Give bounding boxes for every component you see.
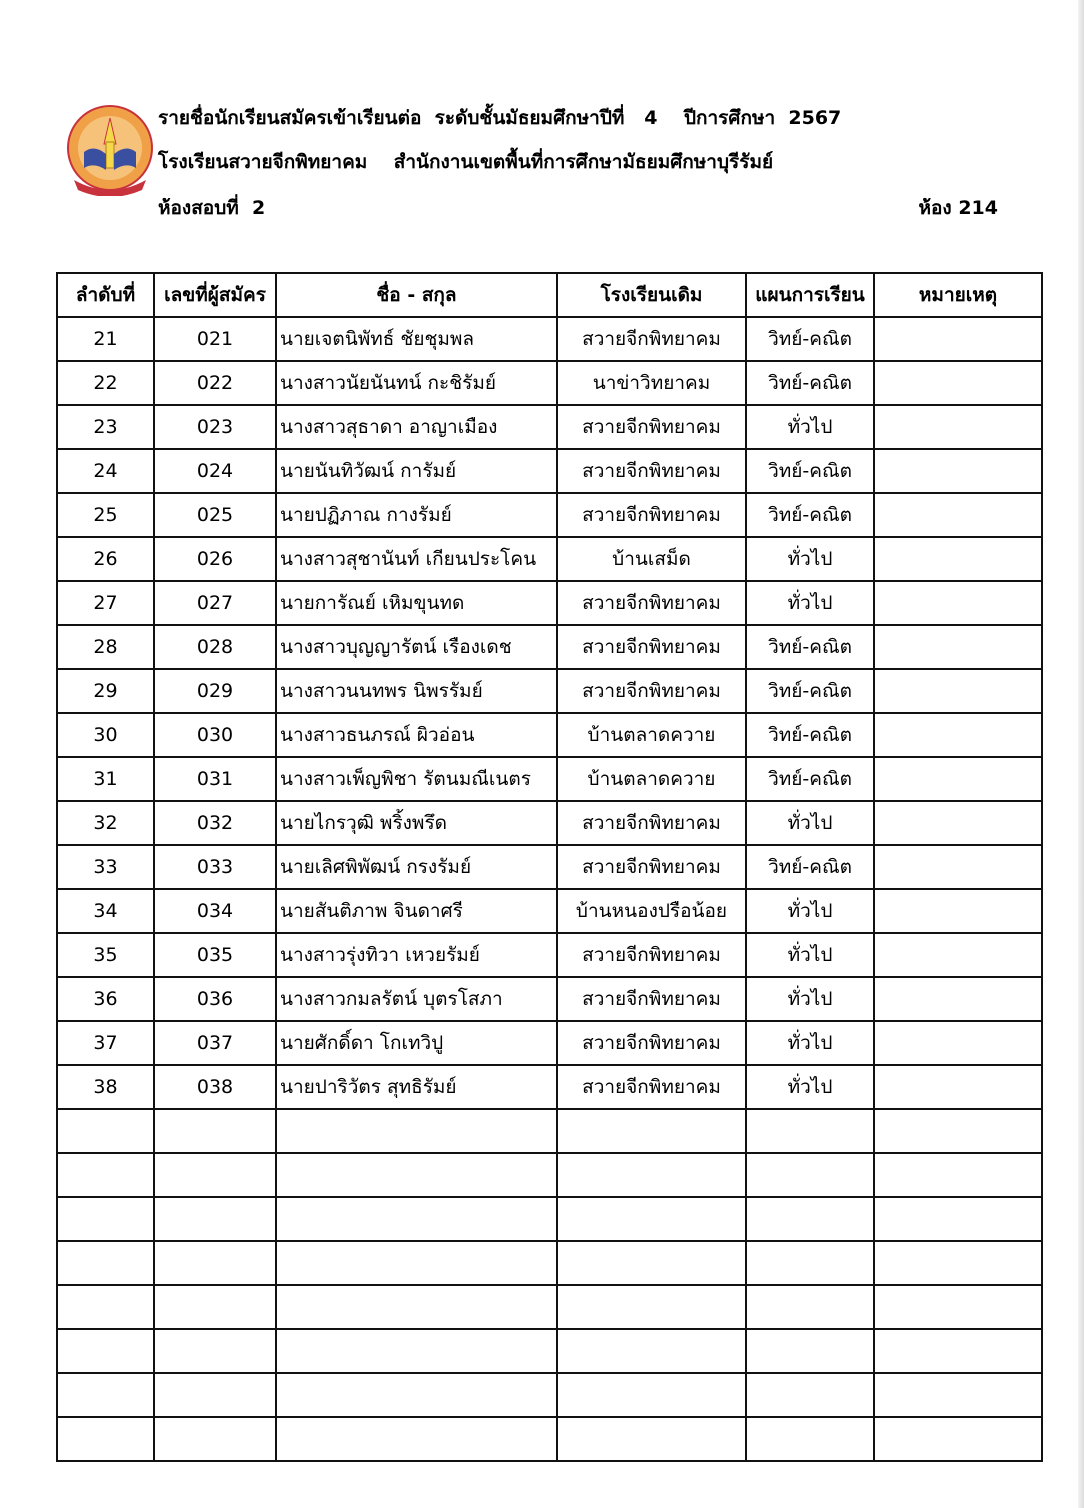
cell-order: 26	[57, 537, 154, 581]
cell-applicant-no: 036	[154, 977, 276, 1021]
cell-former-school: นาข่าวิทยาคม	[557, 361, 746, 405]
cell-name: นางสาวสุชานันท์ เกียนประโคน	[276, 537, 557, 581]
cell-name: นายเจตนิพัทธ์ ชัยชุมพล	[276, 317, 557, 361]
cell-order: 22	[57, 361, 154, 405]
cell-former-school: สวายจีกพิทยาคม	[557, 1021, 746, 1065]
cell-order: 38	[57, 1065, 154, 1109]
cell-former-school: สวายจีกพิทยาคม	[557, 493, 746, 537]
cell-applicant-no: 023	[154, 405, 276, 449]
table-row	[57, 933, 1042, 977]
cell-order	[57, 1197, 154, 1241]
cell-former-school: บ้านตลาดควาย	[557, 757, 746, 801]
table-row	[57, 1285, 1042, 1329]
cell-remarks	[874, 493, 1042, 537]
col-header-remarks: หมายเหตุ	[874, 273, 1042, 317]
table-row	[57, 713, 1042, 757]
cell-remarks	[874, 757, 1042, 801]
table-row	[57, 405, 1042, 449]
cell-former-school: สวายจีกพิทยาคม	[557, 933, 746, 977]
cell-name: นายการัณย์ เหิมขุนทด	[276, 581, 557, 625]
cell-former-school	[557, 1241, 746, 1285]
cell-former-school: บ้านตลาดควาย	[557, 713, 746, 757]
cell-applicant-no	[154, 1109, 276, 1153]
cell-applicant-no: 032	[154, 801, 276, 845]
cell-remarks	[874, 1021, 1042, 1065]
table-row	[57, 625, 1042, 669]
cell-order: 36	[57, 977, 154, 1021]
cell-study-plan	[746, 1373, 874, 1417]
cell-name: นายสันติภาพ จินดาศรี	[276, 889, 557, 933]
cell-name: นายเลิศพิพัฒน์ กรงรัมย์	[276, 845, 557, 889]
page-edge	[1078, 0, 1084, 1508]
cell-applicant-no: 027	[154, 581, 276, 625]
cell-former-school: สวายจีกพิทยาคม	[557, 581, 746, 625]
cell-former-school: สวายจีกพิทยาคม	[557, 801, 746, 845]
table-row	[57, 317, 1042, 361]
cell-study-plan: ทั่วไป	[746, 977, 874, 1021]
cell-study-plan: วิทย์-คณิต	[746, 845, 874, 889]
cell-name	[276, 1285, 557, 1329]
cell-remarks	[874, 537, 1042, 581]
cell-order: 31	[57, 757, 154, 801]
cell-remarks	[874, 449, 1042, 493]
cell-order	[57, 1241, 154, 1285]
cell-study-plan: ทั่วไป	[746, 889, 874, 933]
cell-name: นางสาวนัยนันทน์ กะชิรัมย์	[276, 361, 557, 405]
cell-study-plan: ทั่วไป	[746, 1065, 874, 1109]
table-row	[57, 889, 1042, 933]
cell-name: นายศักดิ์ดา โกเทวิปู	[276, 1021, 557, 1065]
cell-name	[276, 1109, 557, 1153]
cell-applicant-no: 024	[154, 449, 276, 493]
cell-former-school: สวายจีกพิทยาคม	[557, 449, 746, 493]
cell-former-school: บ้านหนองปรือน้อย	[557, 889, 746, 933]
col-header-study-plan: แผนการเรียน	[746, 273, 874, 317]
table-row	[57, 669, 1042, 713]
cell-name	[276, 1153, 557, 1197]
table-row	[57, 1417, 1042, 1461]
table-row	[57, 1021, 1042, 1065]
cell-former-school: สวายจีกพิทยาคม	[557, 625, 746, 669]
cell-name: นางสาวบุญญารัตน์ เรืองเดช	[276, 625, 557, 669]
cell-applicant-no: 034	[154, 889, 276, 933]
table-row	[57, 1373, 1042, 1417]
title-line-2: โรงเรียนสวายจีกพิทยาคม สำนักงานเขตพื้นที่การศึกษามัธยมศึกษาบุรีรัมย์	[158, 151, 774, 173]
cell-remarks	[874, 845, 1042, 889]
cell-name: นางสาวธนภรณ์ ผิวอ่อน	[276, 713, 557, 757]
cell-former-school	[557, 1373, 746, 1417]
cell-order	[57, 1153, 154, 1197]
cell-study-plan: วิทย์-คณิต	[746, 669, 874, 713]
table-row	[57, 977, 1042, 1021]
cell-applicant-no: 021	[154, 317, 276, 361]
table-row	[57, 361, 1042, 405]
col-header-name: ชื่อ - สกุล	[276, 273, 557, 317]
cell-remarks	[874, 669, 1042, 713]
cell-applicant-no: 033	[154, 845, 276, 889]
cell-name: นางสาวนนทพร นิพรรัมย์	[276, 669, 557, 713]
table-row	[57, 801, 1042, 845]
cell-remarks	[874, 1417, 1042, 1461]
cell-study-plan	[746, 1153, 874, 1197]
cell-applicant-no: 030	[154, 713, 276, 757]
cell-remarks	[874, 1109, 1042, 1153]
cell-remarks	[874, 361, 1042, 405]
col-header-former-school: โรงเรียนเดิม	[557, 273, 746, 317]
table-row	[57, 1329, 1042, 1373]
cell-study-plan: ทั่วไป	[746, 933, 874, 977]
cell-order	[57, 1373, 154, 1417]
cell-order: 24	[57, 449, 154, 493]
applicant-table	[56, 272, 1043, 1462]
cell-former-school: สวายจีกพิทยาคม	[557, 1065, 746, 1109]
cell-name	[276, 1329, 557, 1373]
cell-name: นายไกรวุฒิ พริ้งพรึด	[276, 801, 557, 845]
cell-remarks	[874, 1065, 1042, 1109]
cell-former-school	[557, 1109, 746, 1153]
cell-study-plan: วิทย์-คณิต	[746, 361, 874, 405]
cell-applicant-no: 029	[154, 669, 276, 713]
cell-order	[57, 1329, 154, 1373]
cell-former-school	[557, 1153, 746, 1197]
cell-study-plan: ทั่วไป	[746, 405, 874, 449]
table-row	[57, 537, 1042, 581]
cell-study-plan	[746, 1197, 874, 1241]
cell-remarks	[874, 889, 1042, 933]
cell-applicant-no	[154, 1241, 276, 1285]
table-row	[57, 449, 1042, 493]
cell-remarks	[874, 1329, 1042, 1373]
cell-former-school: บ้านเสม็ด	[557, 537, 746, 581]
table-row	[57, 1197, 1042, 1241]
cell-study-plan: วิทย์-คณิต	[746, 493, 874, 537]
cell-remarks	[874, 1285, 1042, 1329]
cell-former-school	[557, 1329, 746, 1373]
cell-study-plan: ทั่วไป	[746, 801, 874, 845]
cell-remarks	[874, 1153, 1042, 1197]
cell-former-school	[557, 1197, 746, 1241]
cell-order: 29	[57, 669, 154, 713]
exam-room-label: ห้องสอบที่ 2	[158, 197, 266, 219]
cell-study-plan: วิทย์-คณิต	[746, 757, 874, 801]
cell-order: 28	[57, 625, 154, 669]
cell-former-school	[557, 1285, 746, 1329]
cell-applicant-no: 038	[154, 1065, 276, 1109]
cell-order: 21	[57, 317, 154, 361]
cell-name: นายปฏิภาณ กางรัมย์	[276, 493, 557, 537]
cell-order	[57, 1285, 154, 1329]
cell-study-plan: วิทย์-คณิต	[746, 449, 874, 493]
cell-former-school: สวายจีกพิทยาคม	[557, 405, 746, 449]
school-emblem-icon	[66, 104, 154, 196]
cell-order: 23	[57, 405, 154, 449]
cell-applicant-no: 028	[154, 625, 276, 669]
cell-study-plan: วิทย์-คณิต	[746, 625, 874, 669]
cell-order: 33	[57, 845, 154, 889]
table-row	[57, 1153, 1042, 1197]
table-row	[57, 493, 1042, 537]
table-header-row	[57, 273, 1042, 317]
cell-study-plan: ทั่วไป	[746, 537, 874, 581]
table-row	[57, 1109, 1042, 1153]
col-header-applicant-no: เลขที่ผู้สมัคร	[154, 273, 276, 317]
cell-order: 35	[57, 933, 154, 977]
cell-name	[276, 1241, 557, 1285]
cell-study-plan	[746, 1285, 874, 1329]
cell-remarks	[874, 1241, 1042, 1285]
cell-former-school: สวายจีกพิทยาคม	[557, 977, 746, 1021]
cell-remarks	[874, 581, 1042, 625]
cell-former-school: สวายจีกพิทยาคม	[557, 669, 746, 713]
cell-remarks	[874, 625, 1042, 669]
table-row	[57, 757, 1042, 801]
table-row	[57, 1065, 1042, 1109]
cell-name: นางสาวเพ็ญพิชา รัตนมณีเนตร	[276, 757, 557, 801]
cell-applicant-no	[154, 1197, 276, 1241]
cell-remarks	[874, 1197, 1042, 1241]
cell-order: 27	[57, 581, 154, 625]
cell-order: 25	[57, 493, 154, 537]
cell-study-plan: ทั่วไป	[746, 1021, 874, 1065]
cell-order: 32	[57, 801, 154, 845]
cell-applicant-no: 022	[154, 361, 276, 405]
cell-applicant-no: 035	[154, 933, 276, 977]
cell-applicant-no: 025	[154, 493, 276, 537]
cell-name	[276, 1373, 557, 1417]
table-row	[57, 1241, 1042, 1285]
col-header-order: ลำดับที่	[57, 273, 154, 317]
cell-name: นางสาวรุ่งทิวา เหวยรัมย์	[276, 933, 557, 977]
cell-applicant-no	[154, 1329, 276, 1373]
cell-remarks	[874, 801, 1042, 845]
table-row	[57, 581, 1042, 625]
cell-applicant-no	[154, 1417, 276, 1461]
cell-applicant-no: 037	[154, 1021, 276, 1065]
cell-study-plan: ทั่วไป	[746, 581, 874, 625]
cell-former-school	[557, 1417, 746, 1461]
cell-order: 34	[57, 889, 154, 933]
cell-order: 37	[57, 1021, 154, 1065]
cell-name: นางสาวสุธาดา อาญาเมือง	[276, 405, 557, 449]
cell-applicant-no	[154, 1373, 276, 1417]
cell-order	[57, 1417, 154, 1461]
room-label: ห้อง 214	[918, 197, 998, 219]
cell-remarks	[874, 405, 1042, 449]
cell-name: นายปาริวัตร สุทธิรัมย์	[276, 1065, 557, 1109]
cell-study-plan	[746, 1417, 874, 1461]
cell-name: นายนันทิวัฒน์ การัมย์	[276, 449, 557, 493]
cell-name: นางสาวกมลรัตน์ บุตรโสภา	[276, 977, 557, 1021]
cell-study-plan: วิทย์-คณิต	[746, 317, 874, 361]
cell-order	[57, 1109, 154, 1153]
title-line-1: รายชื่อนักเรียนสมัครเข้าเรียนต่อ ระดับชั้นมัธยมศึกษาปีที่ 4 ปีการศึกษา 2567	[158, 107, 842, 129]
cell-name	[276, 1417, 557, 1461]
cell-name	[276, 1197, 557, 1241]
cell-applicant-no: 026	[154, 537, 276, 581]
cell-study-plan: วิทย์-คณิต	[746, 713, 874, 757]
table-row	[57, 845, 1042, 889]
cell-order: 30	[57, 713, 154, 757]
cell-remarks	[874, 713, 1042, 757]
cell-former-school: สวายจีกพิทยาคม	[557, 317, 746, 361]
cell-remarks	[874, 1373, 1042, 1417]
cell-remarks	[874, 977, 1042, 1021]
cell-study-plan	[746, 1329, 874, 1373]
cell-former-school: สวายจีกพิทยาคม	[557, 845, 746, 889]
cell-applicant-no	[154, 1285, 276, 1329]
cell-remarks	[874, 317, 1042, 361]
cell-study-plan	[746, 1109, 874, 1153]
cell-study-plan	[746, 1241, 874, 1285]
cell-applicant-no	[154, 1153, 276, 1197]
cell-applicant-no: 031	[154, 757, 276, 801]
cell-remarks	[874, 933, 1042, 977]
